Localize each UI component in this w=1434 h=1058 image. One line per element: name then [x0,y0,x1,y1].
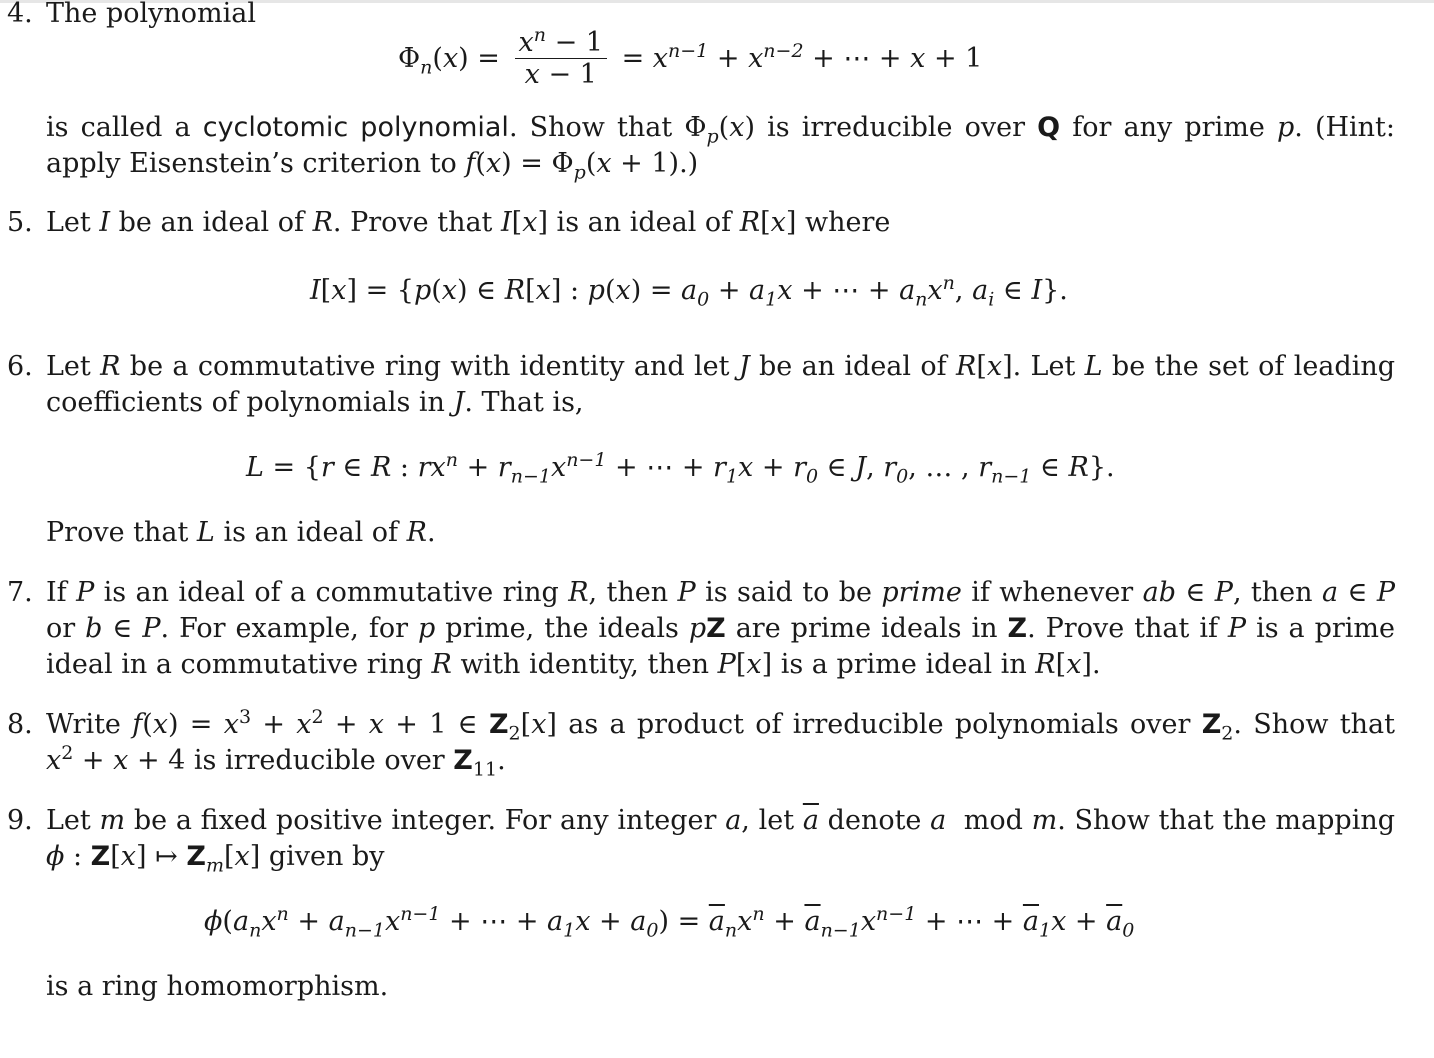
problem-8: 8. Write $f(x) = x^3 + x^2 + x + 1$ ∈ $Z_2[x]$ as a product of irreducible polynomials over $Z_2$. Show that $x^2 + x + 4$ is irreducible over $Z_{11}$. [7,706,1395,781]
problem-4-text: is called a cyclotomic polynomial. Show that $\Phi_p(x)$ is irreducible over Q for any prime p. (Hint: apply Eisenstein’s criterion to $f(x) = \Phi_p(x + 1)$.) [46,112,1395,184]
problem-intro: The polynomial [46,0,257,29]
problem-7: 7. If P is an ideal of a commutative ring R, then P is said to be prime if whenever ab ∈ P, then a ∈ P or b ∈ P. For example, for p prime, the ideals pZ are prime ideals in Z. Prove that if P is a prime ideal in a commutative ring R with identity, then P[x] is a prime ideal in R[x]. [7,577,1396,680]
problem-9: 9. Let m be a fixed positive integer. For any integer a, let $\overline{a}$ denote a mod m. Show that the mapping ϕ : Z[x] ↦ $Z_m[x]$ given by [7,805,1396,877]
problem-6-text: Prove that L is an ideal of R. [46,517,436,548]
problem-9-text: is a ring homomorphism. [46,971,389,1002]
problem-6: 6. Let R be a commutative ring with identity and let J be an ideal of R[x]. Let L be the set of leading coefficients of polynomials in J. That is, [7,351,1396,418]
problem-5: 5. Let I be an ideal of R. Prove that I[x] is an ideal of R[x] where [0,205,1395,241]
equation-homomorphism: $\phi(a_nx^n + a_{n-1}x^{n-1}$ + ⋯ + $a_1x + a_0) = \overline{a}_nx^n + \overline{a}_{n-1}x^{n-1}$ + ⋯ + $\overline{a}_1x + \overline{a}_0$ [204,903,1135,942]
problem-number: 5. [7,207,33,238]
problem-number: 6. [7,351,33,382]
problem-number: 4. [7,0,33,29]
equation-ideal-ix: I[x] = {p(x) ∈ R[x] : $p(x) = a_0 + a_1x$ + ⋯ + $a_nx^n$, $a_i$ ∈ I}. [310,272,1068,311]
equation-cyclotomic: $\Phi_n(x)$ = $\frac{x^n - 1}{x - 1}$ = $x^{n-1} + x^{n-2}$ + ⋯ + x + 1 [398,24,983,90]
problem-number: 7. [7,577,33,608]
problem-number: 8. [7,709,33,740]
problem-number: 9. [7,805,33,836]
equation-leading-coefficients: L = {r ∈ R : $rx^n + r_{n-1}x^{n-1}$ + ⋯ + $r_1x + r_0$ ∈ J, $r_0$, … , $r_{n-1}$ ∈ R}. [246,449,1115,488]
